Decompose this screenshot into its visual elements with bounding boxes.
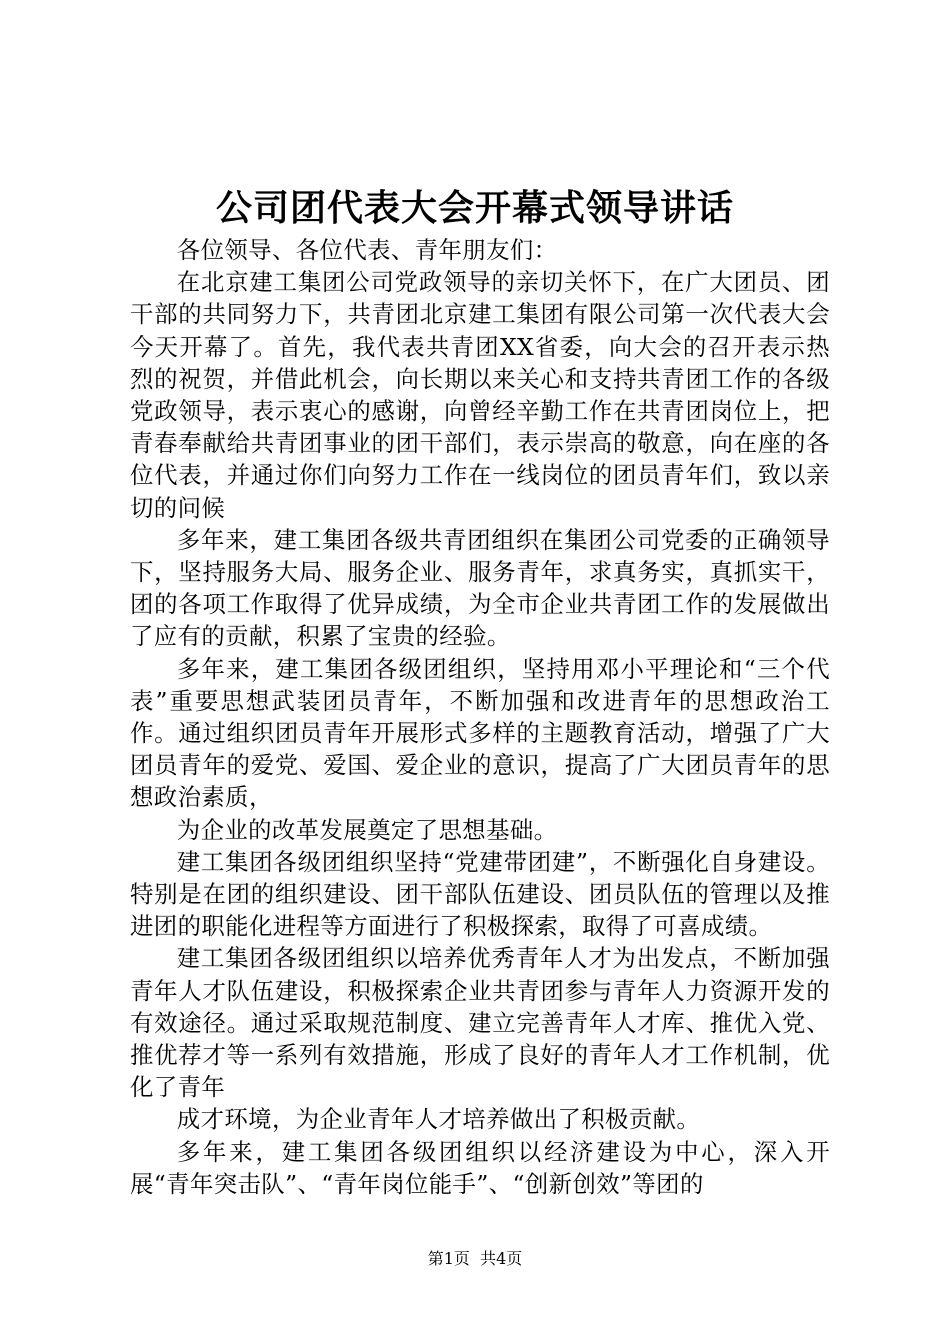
document-body	[130, 234, 830, 1200]
paragraph: 建工集团各级团组织以培养优秀青年人才为出发点，不断加强青年人才队伍建设，积极探索企业共青团参与青年人力资源开发的有效途径。通过采取规范制度、建立完善青年人才库、推优入党、推优荐才等一系列有效措施，形成了良好的青年人才工作机制，优化了青年	[130, 944, 830, 1102]
paragraph: 多年来，建工集团各级共青团组织在集团公司党委的正确领导下，坚持服务大局、服务企业、服务青年，求真务实，真抓实干，团的各项工作取得了优异成绩，为全市企业共青团工作的发展做出了应有的贡献，积累了宝贵的经验。	[130, 525, 830, 651]
paragraph: 在北京建工集团公司党政领导的亲切关怀下，在广大团员、团干部的共同努力下，共青团北京建工集团有限公司第一次代表大会今天开幕了。首先，我代表共青团XX省委，向大会的召开表示热烈的祝贺，并借此机会，向长期以来关心和支持共青团工作的各级党政领导，表示衷心的感谢，向曾经辛勤工作在共青团岗位上，把青春奉献给共青团事业的团干部们，表示崇高的敬意，向在座的各位代表，并通过你们向努力工作在一线岗位的团员青年们，致以亲切的问候	[130, 268, 830, 522]
page-number-footer: 第1页 共4页	[427, 1249, 523, 1268]
paragraph: 成才环境，为企业青年人才培养做出了积极贡献。	[176, 1105, 701, 1134]
paragraph-salutation: 各位领导、各位代表、青年朋友们：	[176, 236, 558, 264]
page-title: 公司团代表大会开幕式领导讲话	[215, 187, 734, 229]
paragraph: 多年来，建工集团各级团组织，坚持用邓小平理论和“三个代表”重要思想武装团员青年，不断加强和改进青年的思想政治工作。通过组织团员青年开展形式多样的主题教育活动，增强了广大团员青年的爱党、爱国、爱企业的意识，提高了广大团员青年的思想政治素质，	[130, 654, 830, 812]
paragraph: 多年来，建工集团各级团组织以经济建设为中心，深入开展“青年突击队”、“青年岗位能手”、“创新创效”等团的	[130, 1137, 830, 1198]
paragraph: 建工集团各级团组织坚持“党建带团建”，不断强化自身建设。特别是在团的组织建设、团干部队伍建设、团员队伍的管理以及推进团的职能化进程等方面进行了积极探索，取得了可喜成绩。	[130, 847, 830, 941]
paragraph: 为企业的改革发展奠定了思想基础。	[176, 815, 558, 844]
